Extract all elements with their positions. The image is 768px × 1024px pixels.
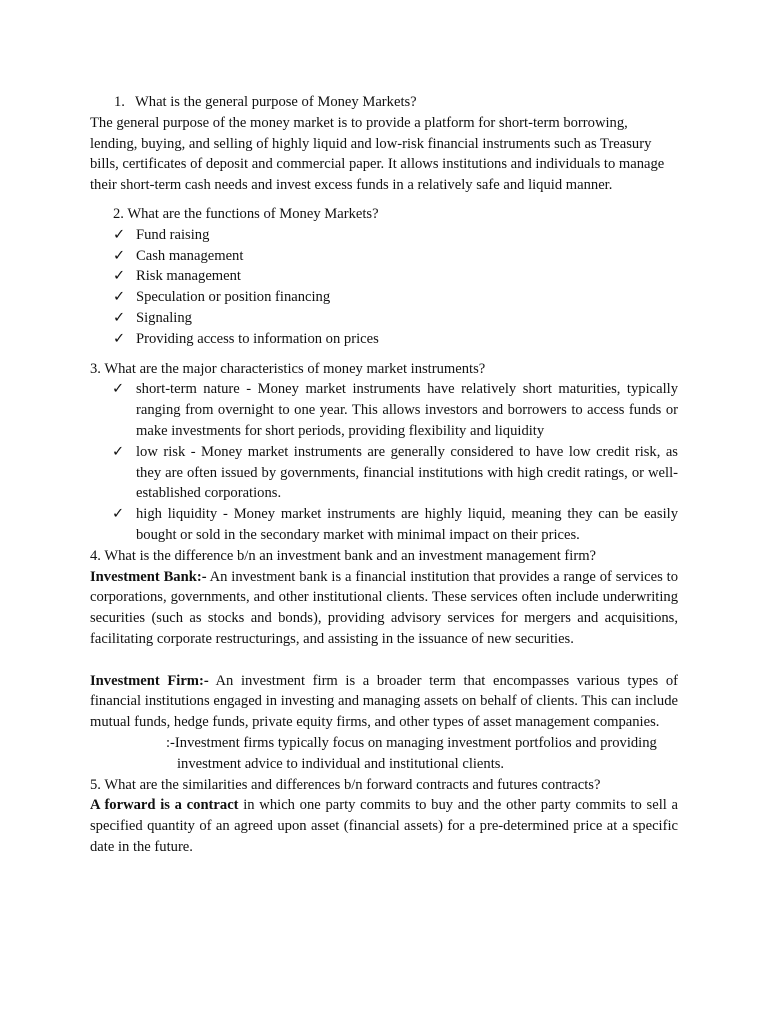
question-3: 3. What are the major characteristics of money market instruments?	[90, 360, 486, 377]
question-1-text: What is the general purpose of Money Markets?	[135, 94, 417, 110]
investment-bank-label: Investment Bank:-	[90, 568, 207, 585]
question-1	[90, 92, 678, 113]
investment-firm-note: :-Investment firms typically focus on managing investment portfolios and providing investment advice to individual and institutional clients.	[166, 734, 657, 772]
check-icon: ✓	[113, 226, 126, 243]
forward-contract-paragraph: A forward is a contract in which one party commits to buy and the other party commits to sell a specified quantity of an agreed upon asset (financial assets) for a pre-determined price at a specific date in the future.	[90, 797, 678, 855]
check-icon: ✓	[113, 309, 126, 326]
list-item: ✓ low risk - Money market instruments are generally considered to have low credit risk, as they are often issued by governments, financial institutions with high credit ratings, or well-established corporations.	[112, 443, 678, 502]
list-item: ✓ Signaling	[113, 308, 678, 329]
investment-firm-paragraph: Investment Firm:- An investment firm is a broader term that encompasses various types of financial institutions engaged in investing and managing assets on behalf of clients. This can include mutual funds, hedge funds, private equity firms, and other types of asset management companies.	[90, 672, 678, 731]
list-item: ✓ Speculation or position financing	[113, 287, 678, 308]
check-icon: ✓	[112, 443, 125, 460]
list-item: ✓ high liquidity - Money market instruments are highly liquid, meaning they can be easily bought or sold in the secondary market with minimal impact on their prices.	[112, 506, 678, 543]
check-icon: ✓	[112, 381, 125, 398]
characteristics-list	[90, 379, 678, 545]
investment-firm-label: Investment Firm:-	[90, 672, 209, 689]
question-1-number: 1.	[114, 94, 125, 110]
question-2: 2. What are the functions of Money Markets?	[113, 205, 379, 222]
check-icon: ✓	[113, 289, 126, 306]
functions-list	[90, 225, 678, 350]
check-icon: ✓	[113, 330, 126, 347]
list-item: ✓ Providing access to information on prices	[113, 329, 678, 350]
list-item: ✓ Cash management	[113, 246, 678, 267]
answer-1: The general purpose of the money market is to provide a platform for short-term borrowing, lending, buying, and selling of highly liquid and low-risk financial instruments such as Treasury bills, certificates of deposit and commercial paper. It allows institutions and individuals to manage their short-term cash needs and invest excess funds in a relatively safe and liquid manner.	[90, 114, 665, 194]
question-5: 5. What are the similarities and differences b/n forward contracts and futures contracts?	[90, 776, 601, 793]
investment-bank-paragraph: Investment Bank:- An investment bank is a financial institution that provides a range of services to corporations, governments, and other institutional clients. These services often include underwriting securities (such as stocks and bonds), providing advisory services for mergers and acquisitions, facilitating corporate restructurings, and assisting in the issuance of new securities.	[90, 568, 678, 647]
check-icon: ✓	[113, 247, 126, 264]
list-item: ✓ short-term nature - Money market instruments have relatively short maturities, typically ranging from overnight to one year. This allows investors and borrowers to access funds or make investments for short periods, providing flexibility and liquidity	[112, 381, 678, 439]
list-item: ✓ Risk management	[113, 266, 678, 287]
question-4: 4. What is the difference b/n an investment bank and an investment management firm?	[90, 547, 597, 564]
forward-contract-label: A forward is a contract	[90, 797, 239, 814]
check-icon: ✓	[113, 268, 126, 285]
check-icon: ✓	[112, 506, 125, 523]
document-body	[90, 92, 678, 858]
list-item: ✓ Fund raising	[113, 225, 678, 246]
